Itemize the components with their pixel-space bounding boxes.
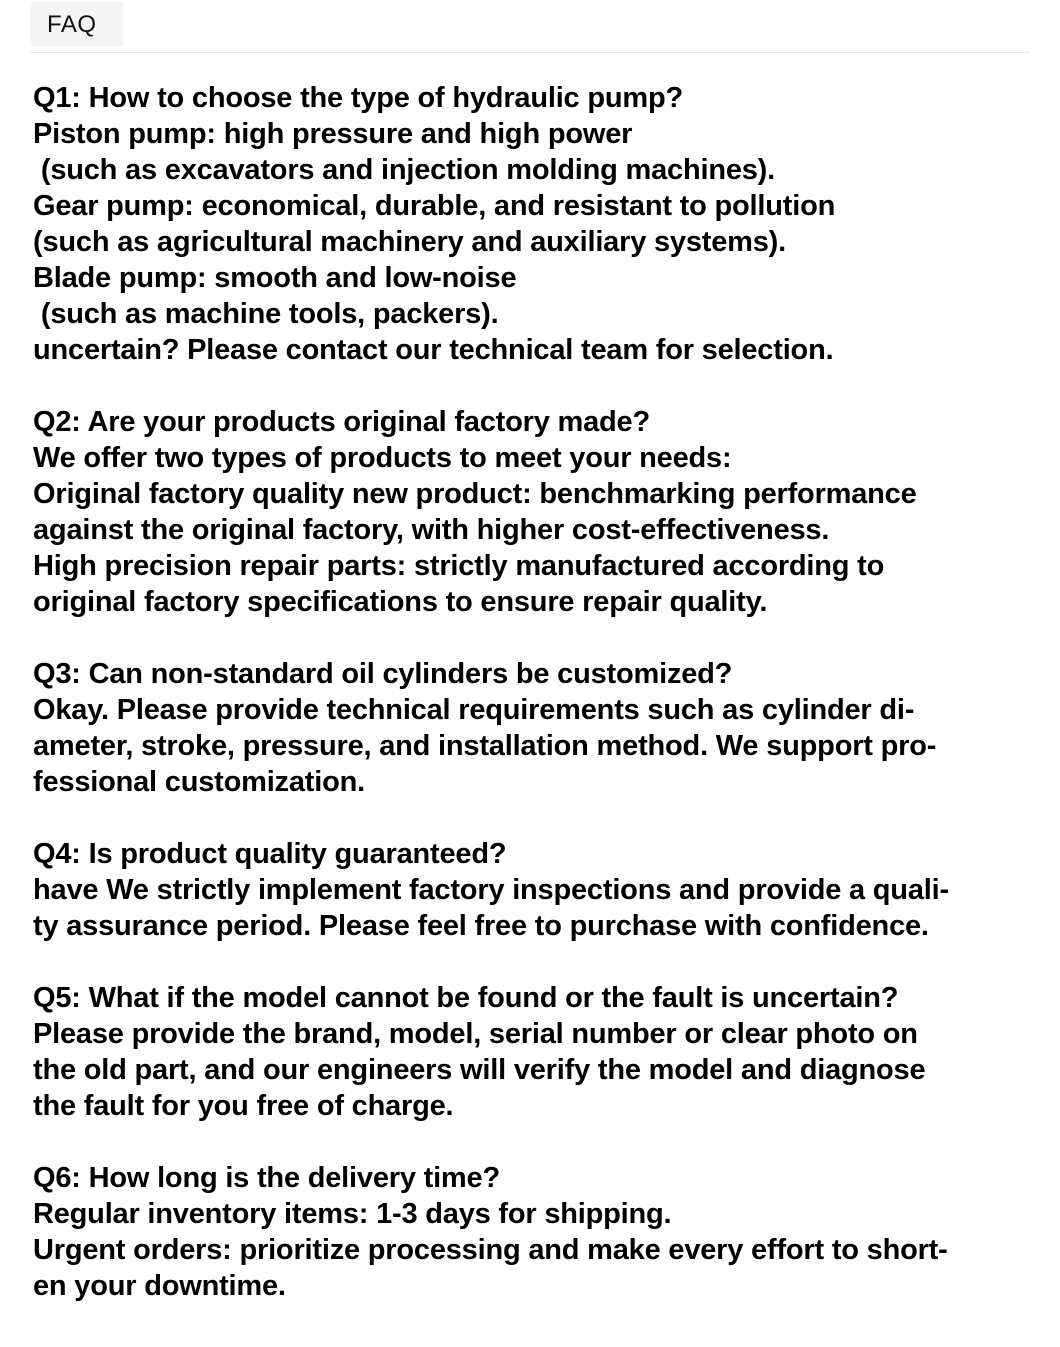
faq-item-q6 — [33, 1160, 1043, 1304]
faq-answer-line: (such as machine tools, packers). — [33, 298, 499, 330]
faq-answer-line: Urgent orders: prioritize processing and make every effort to short- — [33, 1234, 948, 1266]
faq-answer-line: en your downtime. — [33, 1270, 286, 1302]
faq-question: Q5: What if the model cannot be found or the fault is uncertain? — [33, 982, 899, 1014]
faq-answer-line: (such as excavators and injection molding machines). — [33, 154, 775, 186]
faq-item-q2 — [33, 404, 1043, 620]
faq-answer-line: Okay. Please provide technical requirements such as cylinder di- — [33, 694, 915, 726]
faq-tab[interactable] — [30, 2, 123, 46]
faq-question: Q6: How long is the delivery time? — [33, 1162, 500, 1194]
faq-answer-line: Blade pump: smooth and low-noise — [33, 262, 517, 294]
faq-question: Q1: How to choose the type of hydraulic pump? — [33, 82, 683, 114]
faq-answer-line: uncertain? Please contact our technical team for selection. — [33, 334, 834, 366]
faq-answer-line: ty assurance period. Please feel free to purchase with confidence. — [33, 910, 929, 942]
faq-answer-line: Regular inventory items: 1-3 days for shipping. — [33, 1198, 672, 1230]
faq-answer-line: have We strictly implement factory inspections and provide a quali- — [33, 874, 949, 906]
faq-answer-line: Piston pump: high pressure and high power — [33, 118, 633, 150]
faq-answer-line: original factory specifications to ensure repair quality. — [33, 586, 768, 618]
faq-answer-line: Gear pump: economical, durable, and resistant to pollution — [33, 190, 836, 222]
faq-item-q4 — [33, 836, 1043, 944]
faq-list — [33, 80, 1043, 1340]
faq-answer-line: Please provide the brand, model, serial number or clear photo on — [33, 1018, 918, 1050]
faq-answer-line: ameter, stroke, pressure, and installation method. We support pro- — [33, 730, 937, 762]
faq-item-q5 — [33, 980, 1043, 1124]
faq-item-q1 — [33, 80, 1043, 368]
header-divider — [30, 52, 1030, 53]
faq-answer-line: Original factory quality new product: benchmarking performance — [33, 478, 917, 510]
faq-item-q3 — [33, 656, 1043, 800]
faq-answer-line: against the original factory, with higher cost-effectiveness. — [33, 514, 830, 546]
faq-answer-line: fessional customization. — [33, 766, 365, 798]
faq-answer-line: We offer two types of products to meet your needs: — [33, 442, 732, 474]
faq-answer-line: (such as agricultural machinery and auxiliary systems). — [33, 226, 786, 258]
faq-answer-line: High precision repair parts: strictly manufactured according to — [33, 550, 885, 582]
faq-question: Q4: Is product quality guaranteed? — [33, 838, 507, 870]
faq-question: Q3: Can non-standard oil cylinders be customized? — [33, 658, 733, 690]
faq-answer-line: the fault for you free of charge. — [33, 1090, 454, 1122]
faq-question: Q2: Are your products original factory made? — [33, 406, 650, 438]
faq-tab-label: FAQ — [47, 11, 97, 38]
faq-answer-line: the old part, and our engineers will verify the model and diagnose — [33, 1054, 926, 1086]
